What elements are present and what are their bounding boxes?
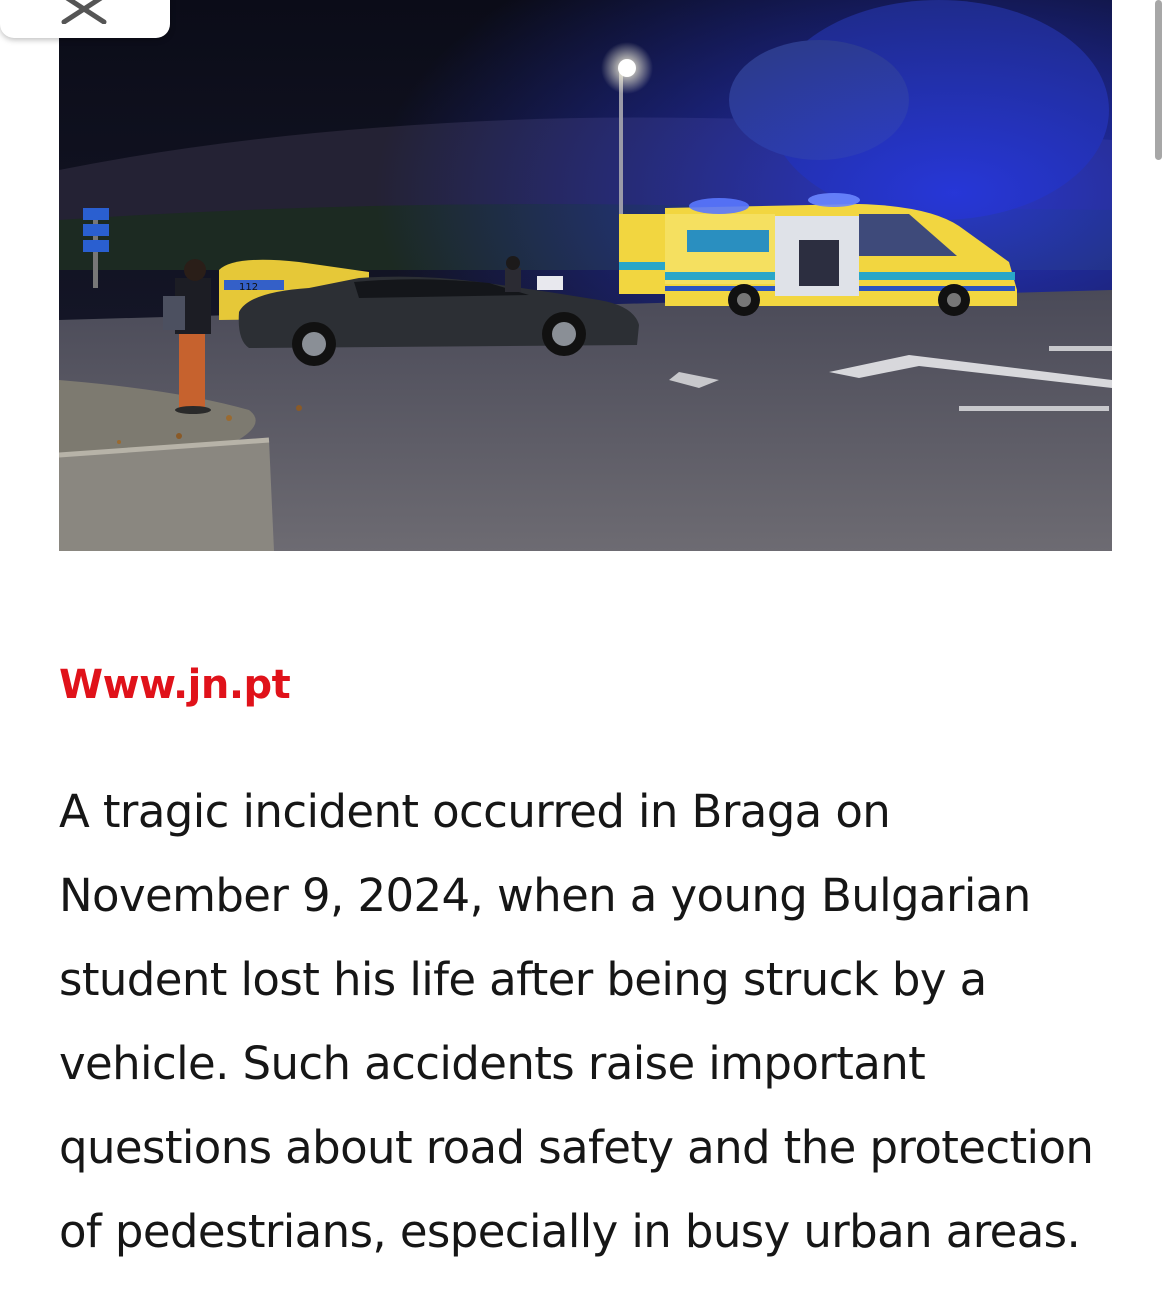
close-icon [60,0,110,24]
article-paragraph: A tragic incident occurred in Braga on November 9, 2024, when a young Bulgarian student lost his life after being struck by a vehicle. Such accidents raise important questions about road safety and the protection of pedestrians, especially in busy urban areas. [59,785,1094,1258]
accident-scene-image [59,0,1112,551]
article-photo [59,0,1112,551]
source-link[interactable]: Www.jn.pt [59,662,291,708]
close-button[interactable] [0,0,170,38]
svg-text:112: 112 [239,282,259,293]
scrollbar[interactable] [1155,0,1162,160]
